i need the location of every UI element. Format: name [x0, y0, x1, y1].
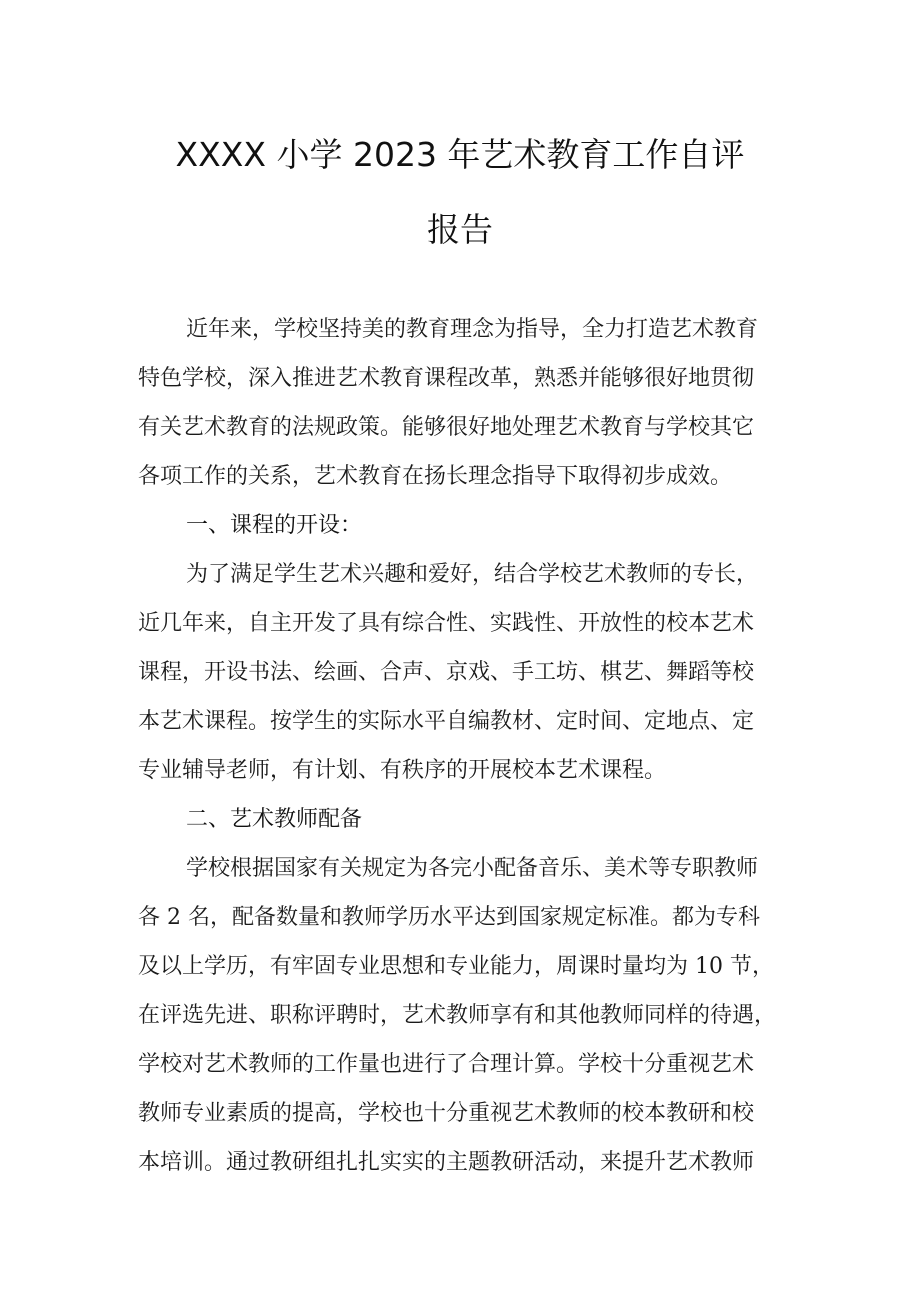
section1-line: 为了满足学生艺术兴趣和爱好，结合学校艺术教师的专长， [186, 562, 759, 587]
intro-line: 有关艺术教育的法规政策。能够很好地处理艺术教育与学校其它 [138, 415, 755, 440]
section1-line: 本艺术课程。按学生的实际水平自编教材、定时间、定地点、定 [138, 709, 755, 734]
document-title-line-1: XXXX 小学 2023 年艺术教育工作自评 [175, 135, 745, 174]
section2-line: 及以上学历，有牢固专业思想和专业能力，周课时量均为 10 节， [138, 954, 774, 979]
section1-line: 专业辅导老师，有计划、有秩序的开展校本艺术课程。 [138, 758, 667, 783]
section2-line: 学校根据国家有关规定为各完小配备音乐、美术等专职教师 [186, 856, 759, 881]
section2-line: 在评选先进、职称评聘时，艺术教师享有和其他教师同样的待遇， [138, 1003, 777, 1028]
section2-line: 学校对艺术教师的工作量也进行了合理计算。学校十分重视艺术 [138, 1052, 755, 1077]
intro-line: 各项工作的关系，艺术教育在扬长理念指导下取得初步成效。 [138, 464, 733, 489]
intro-line: 近年来，学校坚持美的教育理念为指导，全力打造艺术教育 [186, 317, 759, 342]
section-heading-teachers: 二、艺术教师配备 [186, 807, 363, 832]
section2-line: 教师专业素质的提高，学校也十分重视艺术教师的校本教研和校 [138, 1101, 755, 1126]
section2-line: 各 2 名，配备数量和教师学历水平达到国家规定标准。都为专科 [138, 905, 760, 930]
section1-line: 近几年来，自主开发了具有综合性、实践性、开放性的校本艺术 [138, 611, 755, 636]
section2-line: 本培训。通过教研组扎扎实实的主题教研活动，来提升艺术教师 [138, 1150, 755, 1175]
section-heading-courses: 一、课程的开设： [186, 513, 363, 538]
section1-line: 课程，开设书法、绘画、合声、京戏、手工坊、棋艺、舞蹈等校 [138, 660, 755, 685]
document-title-line-2: 报告 [427, 210, 493, 249]
intro-line: 特色学校，深入推进艺术教育课程改革，熟悉并能够很好地贯彻 [138, 366, 755, 391]
